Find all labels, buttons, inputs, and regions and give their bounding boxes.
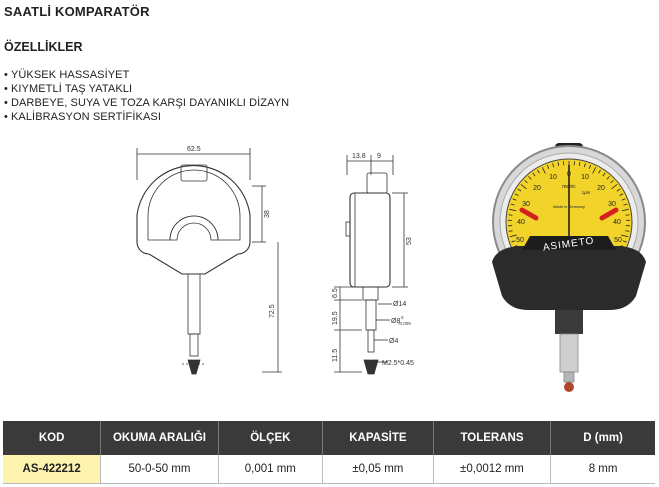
- brand-logo: ASIMETO: [542, 235, 596, 254]
- dial-unit-label: metric: [562, 184, 576, 190]
- dim-stem-c: 11.5: [332, 348, 339, 362]
- dim-tip-diameter: Ø4: [389, 338, 399, 345]
- dial-number: 50: [614, 237, 622, 244]
- column-header: TOLERANS: [433, 421, 550, 455]
- feature-item: • YÜKSEK HASSASİYET: [4, 68, 289, 82]
- dial-number: 40: [517, 219, 525, 226]
- dial-number: 10: [581, 174, 589, 181]
- dim-side-height: 53: [406, 237, 413, 245]
- dial-number: 50: [516, 237, 524, 244]
- feature-item: • KIYMETLİ TAŞ YATAKLI: [4, 82, 289, 96]
- product-code-cell: AS-422212: [3, 455, 101, 483]
- dim-stem-diameter: Ø14: [393, 301, 407, 308]
- table-cell: 50-0-50 mm: [101, 455, 218, 483]
- dim-side-depth-b: 9: [377, 153, 381, 160]
- dial-resolution-label: 1μm: [581, 190, 591, 195]
- column-header: ÖLÇEK: [218, 421, 322, 455]
- dial-number: 30: [608, 201, 616, 208]
- table-cell: ±0,05 mm: [322, 455, 433, 483]
- dial-number: 30: [522, 201, 530, 208]
- dim-spindle-tol-top: 0: [401, 315, 404, 320]
- feature-item: • DARBEYE, SUYA VE TOZA KARŞI DAYANIKLI DİZAYN: [4, 96, 289, 110]
- product-photo: [492, 143, 646, 392]
- column-header: KOD: [3, 421, 101, 455]
- dim-stem-a: 6.5: [332, 288, 339, 298]
- table-cell: 0,001 mm: [218, 455, 322, 483]
- dim-thread: M2.5*0.45: [382, 360, 414, 367]
- front-view-drawing: [137, 148, 282, 374]
- dial-number: 10: [549, 174, 557, 181]
- dial-origin-label: Made in Germany: [553, 204, 585, 209]
- page-title: SAATLİ KOMPARATÖR: [4, 4, 150, 19]
- column-header: D (mm): [551, 421, 655, 455]
- dial-number: 20: [533, 185, 541, 192]
- features-heading: ÖZELLİKLER: [4, 40, 83, 54]
- dim-spindle-tol-bottom: -0.009: [398, 321, 411, 326]
- table-cell: 8 mm: [551, 455, 655, 483]
- column-header: OKUMA ARALIĞI: [101, 421, 218, 455]
- table-cell: ±0,0012 mm: [433, 455, 550, 483]
- dim-front-height-total: 72.5: [269, 304, 276, 318]
- feature-item: • KALİBRASYON SERTİFİKASI: [4, 110, 289, 124]
- column-header: KAPASİTE: [322, 421, 433, 455]
- dial-number: 40: [613, 219, 621, 226]
- dim-front-height-upper: 38: [264, 210, 271, 218]
- dim-spindle-diameter: Ø8: [391, 318, 401, 325]
- dim-stem-b: 19.5: [332, 311, 339, 325]
- spec-table: [3, 421, 655, 484]
- table-row: [3, 455, 655, 483]
- dial-number: 0: [567, 171, 571, 178]
- table-header-row: [3, 421, 655, 455]
- dim-front-width: 62.5: [187, 146, 201, 153]
- dim-side-depth-a: 13.8: [352, 153, 366, 160]
- dial-number: 20: [597, 185, 605, 192]
